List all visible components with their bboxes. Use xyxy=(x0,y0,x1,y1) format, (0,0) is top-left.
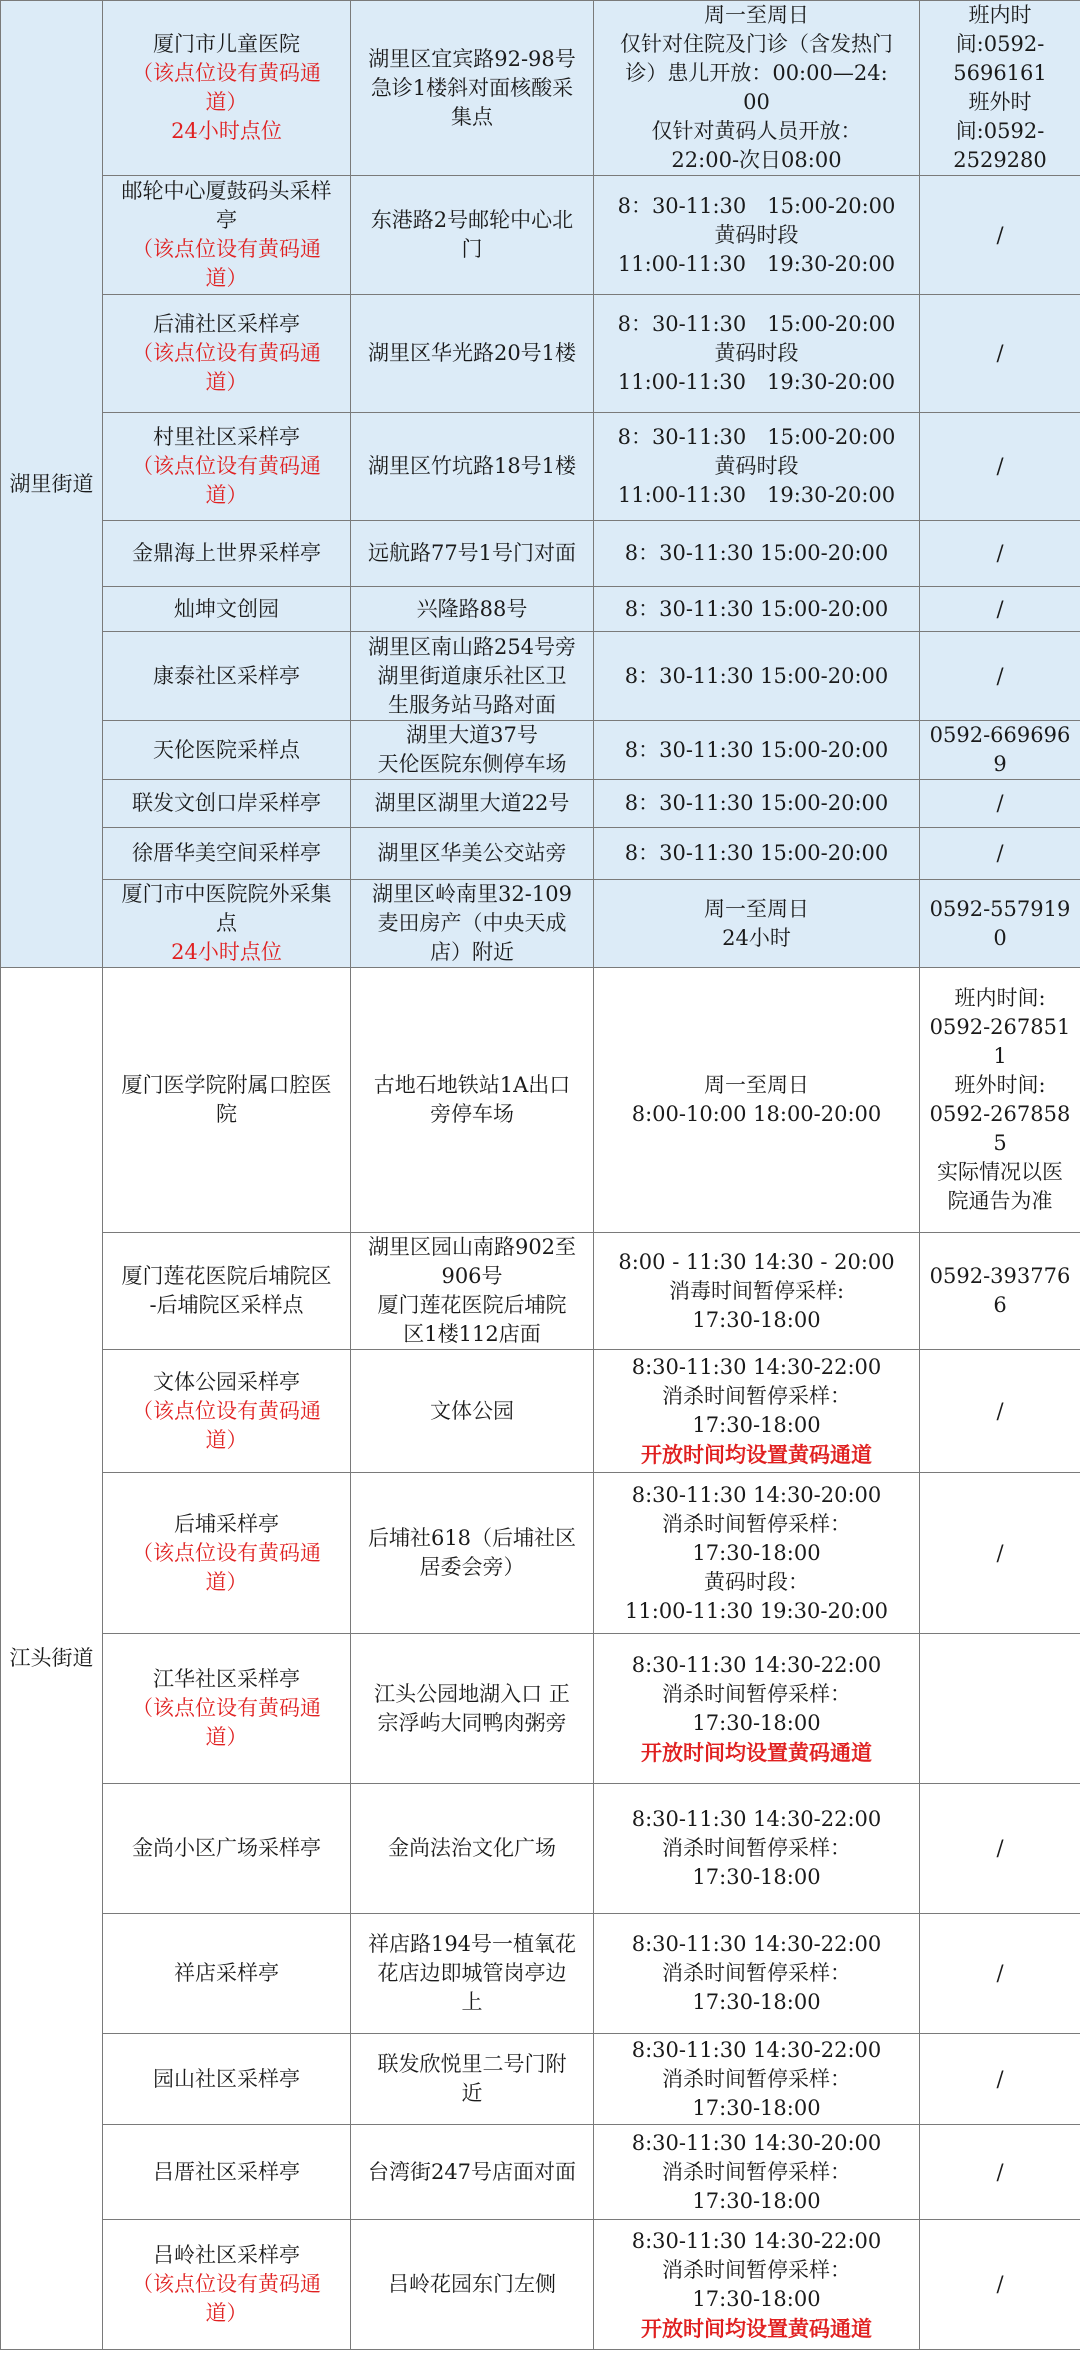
phone-cell: / xyxy=(920,632,1080,721)
site-name-cell: 后浦社区采样亭 （该点位设有黄码通 道） xyxy=(103,295,351,413)
table-row xyxy=(1,1,1080,176)
table-row xyxy=(1,2220,1080,2350)
site-name-cell: 厦门莲花医院后埔院区 -后埔院区采样点 xyxy=(103,1233,351,1350)
hours-cell: 8：30-11:30 15:00-20:00 黄码时段 11:00-11:30 19:30-20:00 xyxy=(594,413,920,521)
phone-cell: 0592-3937766 xyxy=(920,1233,1080,1350)
site-name-cell: 厦门医学院附属口腔医 院 xyxy=(103,968,351,1233)
table-row xyxy=(1,880,1080,968)
table-row xyxy=(1,587,1080,632)
hours-cell: 8:30-11:30 14:30-22:00 消杀时间暂停采样： 17:30-18:00 xyxy=(594,1784,920,1914)
phone-cell: / xyxy=(920,2220,1080,2350)
site-name-cell: 园山社区采样亭 xyxy=(103,2034,351,2125)
phone-cell: / xyxy=(920,1784,1080,1914)
phone-cell: 0592-6696969 xyxy=(920,721,1080,780)
phone-cell: / xyxy=(920,780,1080,828)
address-cell: 吕岭花园东门左侧 xyxy=(351,2220,594,2350)
table-row xyxy=(1,721,1080,780)
hours-cell: 周一至周日 24小时 xyxy=(594,880,920,968)
address-cell: 湖里区岭南里32-109 麦田房产（中央天成 店）附近 xyxy=(351,880,594,968)
table-row xyxy=(1,828,1080,880)
hours-cell: 8：30-11:30 15:00-20:00 xyxy=(594,521,920,587)
phone-cell: / xyxy=(920,2034,1080,2125)
hours-cell: 8:30-11:30 14:30-20:00 消杀时间暂停采样： 17:30-18:00 xyxy=(594,2125,920,2220)
phone-cell: / xyxy=(920,2125,1080,2220)
table-row xyxy=(1,1233,1080,1350)
hours-cell: 8：30-11:30 15:00-20:00 黄码时段 11:00-11:30 19:30-20:00 xyxy=(594,295,920,413)
hours-cell: 周一至周日 8:00-10:00 18:00-20:00 xyxy=(594,968,920,1233)
phone-cell: 班内时 间:0592- 5696161 班外时 间:0592- 2529280 xyxy=(920,1,1080,176)
site-name-cell: 徐厝华美空间采样亭 xyxy=(103,828,351,880)
table-row xyxy=(1,2034,1080,2125)
table-row xyxy=(1,1350,1080,1473)
site-name-cell: 金尚小区广场采样亭 xyxy=(103,1784,351,1914)
site-name-cell: 厦门市中医院院外采集 点 24小时点位 xyxy=(103,880,351,968)
hours-cell: 8：30-11:30 15:00-20:00 xyxy=(594,828,920,880)
hours-cell: 8:30-11:30 14:30-22:00 消杀时间暂停采样： 17:30-18:00 开放时间均设置黄码通道 xyxy=(594,1350,920,1473)
table-row xyxy=(1,780,1080,828)
hours-cell: 8：30-11:30 15:00-20:00 xyxy=(594,780,920,828)
hours-cell: 8:00 - 11:30 14:30 - 20:00 消毒时间暂停采样: 17:30-18:00 xyxy=(594,1233,920,1350)
address-cell: 湖里区园山南路902至 906号 厦门莲花医院后埔院 区1楼112店面 xyxy=(351,1233,594,1350)
table-row xyxy=(1,968,1080,1233)
phone-cell: / xyxy=(920,1350,1080,1473)
phone-cell: / xyxy=(920,521,1080,587)
hours-cell: 8:30-11:30 14:30-22:00 消杀时间暂停采样： 17:30-18:00 xyxy=(594,1914,920,2034)
address-cell: 湖里区华美公交站旁 xyxy=(351,828,594,880)
phone-cell: / xyxy=(920,1473,1080,1634)
phone-cell: / xyxy=(920,587,1080,632)
address-cell: 远航路77号1号门对面 xyxy=(351,521,594,587)
hours-cell: 8：30-11:30 15:00-20:00 xyxy=(594,721,920,780)
hours-cell: 8:30-11:30 14:30-22:00 消杀时间暂停采样： 17:30-18:00 开放时间均设置黄码通道 xyxy=(594,2220,920,2350)
site-name-cell: 厦门市儿童医院 （该点位设有黄码通 道） 24小时点位 xyxy=(103,1,351,176)
address-cell: 台湾街247号店面对面 xyxy=(351,2125,594,2220)
address-cell: 联发欣悦里二号门附 近 xyxy=(351,2034,594,2125)
hours-cell: 8:30-11:30 14:30-20:00 消杀时间暂停采样： 17:30-18:00 黄码时段： 11:00-11:30 19:30-20:00 xyxy=(594,1473,920,1634)
site-name-cell: 祥店采样亭 xyxy=(103,1914,351,2034)
phone-cell xyxy=(920,1634,1080,1784)
address-cell: 兴隆路88号 xyxy=(351,587,594,632)
site-name-cell: 江华社区采样亭 （该点位设有黄码通 道） xyxy=(103,1634,351,1784)
site-name-cell: 吕厝社区采样亭 xyxy=(103,2125,351,2220)
address-cell: 金尚法治文化广场 xyxy=(351,1784,594,1914)
site-name-cell: 文体公园采样亭 （该点位设有黄码通 道） xyxy=(103,1350,351,1473)
hours-cell: 8：30-11:30 15:00-20:00 黄码时段 11:00-11:30 19:30-20:00 xyxy=(594,176,920,295)
phone-cell: / xyxy=(920,1914,1080,2034)
phone-cell: / xyxy=(920,176,1080,295)
hours-cell: 8：30-11:30 15:00-20:00 xyxy=(594,632,920,721)
hours-cell: 周一至周日 仅针对住院及门诊（含发热门 诊）患儿开放：00:00—24: 00 仅针对黄码人员开放： 22:00-次日08:00 xyxy=(594,1,920,176)
phone-cell: / xyxy=(920,295,1080,413)
address-cell: 湖里区宜宾路92-98号 急诊1楼斜对面核酸采 集点 xyxy=(351,1,594,176)
site-name-cell: 邮轮中心厦鼓码头采样 亭 （该点位设有黄码通 道） xyxy=(103,176,351,295)
district-cell: 湖里街道 xyxy=(1,1,103,968)
hours-cell: 8:30-11:30 14:30-22:00 消杀时间暂停采样： 17:30-18:00 开放时间均设置黄码通道 xyxy=(594,1634,920,1784)
site-name-cell: 金鼎海上世界采样亭 xyxy=(103,521,351,587)
site-name-cell: 灿坤文创园 xyxy=(103,587,351,632)
phone-cell: / xyxy=(920,413,1080,521)
site-name-cell: 天伦医院采样点 xyxy=(103,721,351,780)
hours-cell: 8：30-11:30 15:00-20:00 xyxy=(594,587,920,632)
site-name-cell: 康泰社区采样亭 xyxy=(103,632,351,721)
address-cell: 祥店路194号一植氧花 花店边即城管岗亭边 上 xyxy=(351,1914,594,2034)
table-row xyxy=(1,2125,1080,2220)
site-name-cell: 联发文创口岸采样亭 xyxy=(103,780,351,828)
table-row xyxy=(1,1473,1080,1634)
table-row xyxy=(1,1784,1080,1914)
table-row xyxy=(1,1634,1080,1784)
phone-cell: 班内时间: 0592-2678511 班外时间: 0592-2678585 实际情况以医 院通告为准 xyxy=(920,968,1080,1233)
address-cell: 文体公园 xyxy=(351,1350,594,1473)
site-name-cell: 后埔采样亭 （该点位设有黄码通 道） xyxy=(103,1473,351,1634)
address-cell: 湖里区南山路254号旁 湖里街道康乐社区卫 生服务站马路对面 xyxy=(351,632,594,721)
address-cell: 湖里区竹坑路18号1楼 xyxy=(351,413,594,521)
table-row xyxy=(1,295,1080,413)
table-row xyxy=(1,176,1080,295)
address-cell: 东港路2号邮轮中心北 门 xyxy=(351,176,594,295)
hours-cell: 8:30-11:30 14:30-22:00 消杀时间暂停采样： 17:30-18:00 xyxy=(594,2034,920,2125)
district-cell: 江头街道 xyxy=(1,968,103,2350)
table-row xyxy=(1,632,1080,721)
site-name-cell: 吕岭社区采样亭 （该点位设有黄码通 道） xyxy=(103,2220,351,2350)
address-cell: 湖里区湖里大道22号 xyxy=(351,780,594,828)
phone-cell: 0592-5579190 xyxy=(920,880,1080,968)
table-row xyxy=(1,413,1080,521)
phone-cell: / xyxy=(920,828,1080,880)
address-cell: 后埔社618（后埔社区 居委会旁） xyxy=(351,1473,594,1634)
address-cell: 湖里区华光路20号1楼 xyxy=(351,295,594,413)
table-body xyxy=(1,1,1080,2350)
table-row xyxy=(1,1914,1080,2034)
address-cell: 江头公园地湖入口 正 宗浮屿大同鸭肉粥旁 xyxy=(351,1634,594,1784)
table-row xyxy=(1,521,1080,587)
address-cell: 古地石地铁站1A出口 旁停车场 xyxy=(351,968,594,1233)
address-cell: 湖里大道37号 天伦医院东侧停车场 xyxy=(351,721,594,780)
site-name-cell: 村里社区采样亭 （该点位设有黄码通 道） xyxy=(103,413,351,521)
